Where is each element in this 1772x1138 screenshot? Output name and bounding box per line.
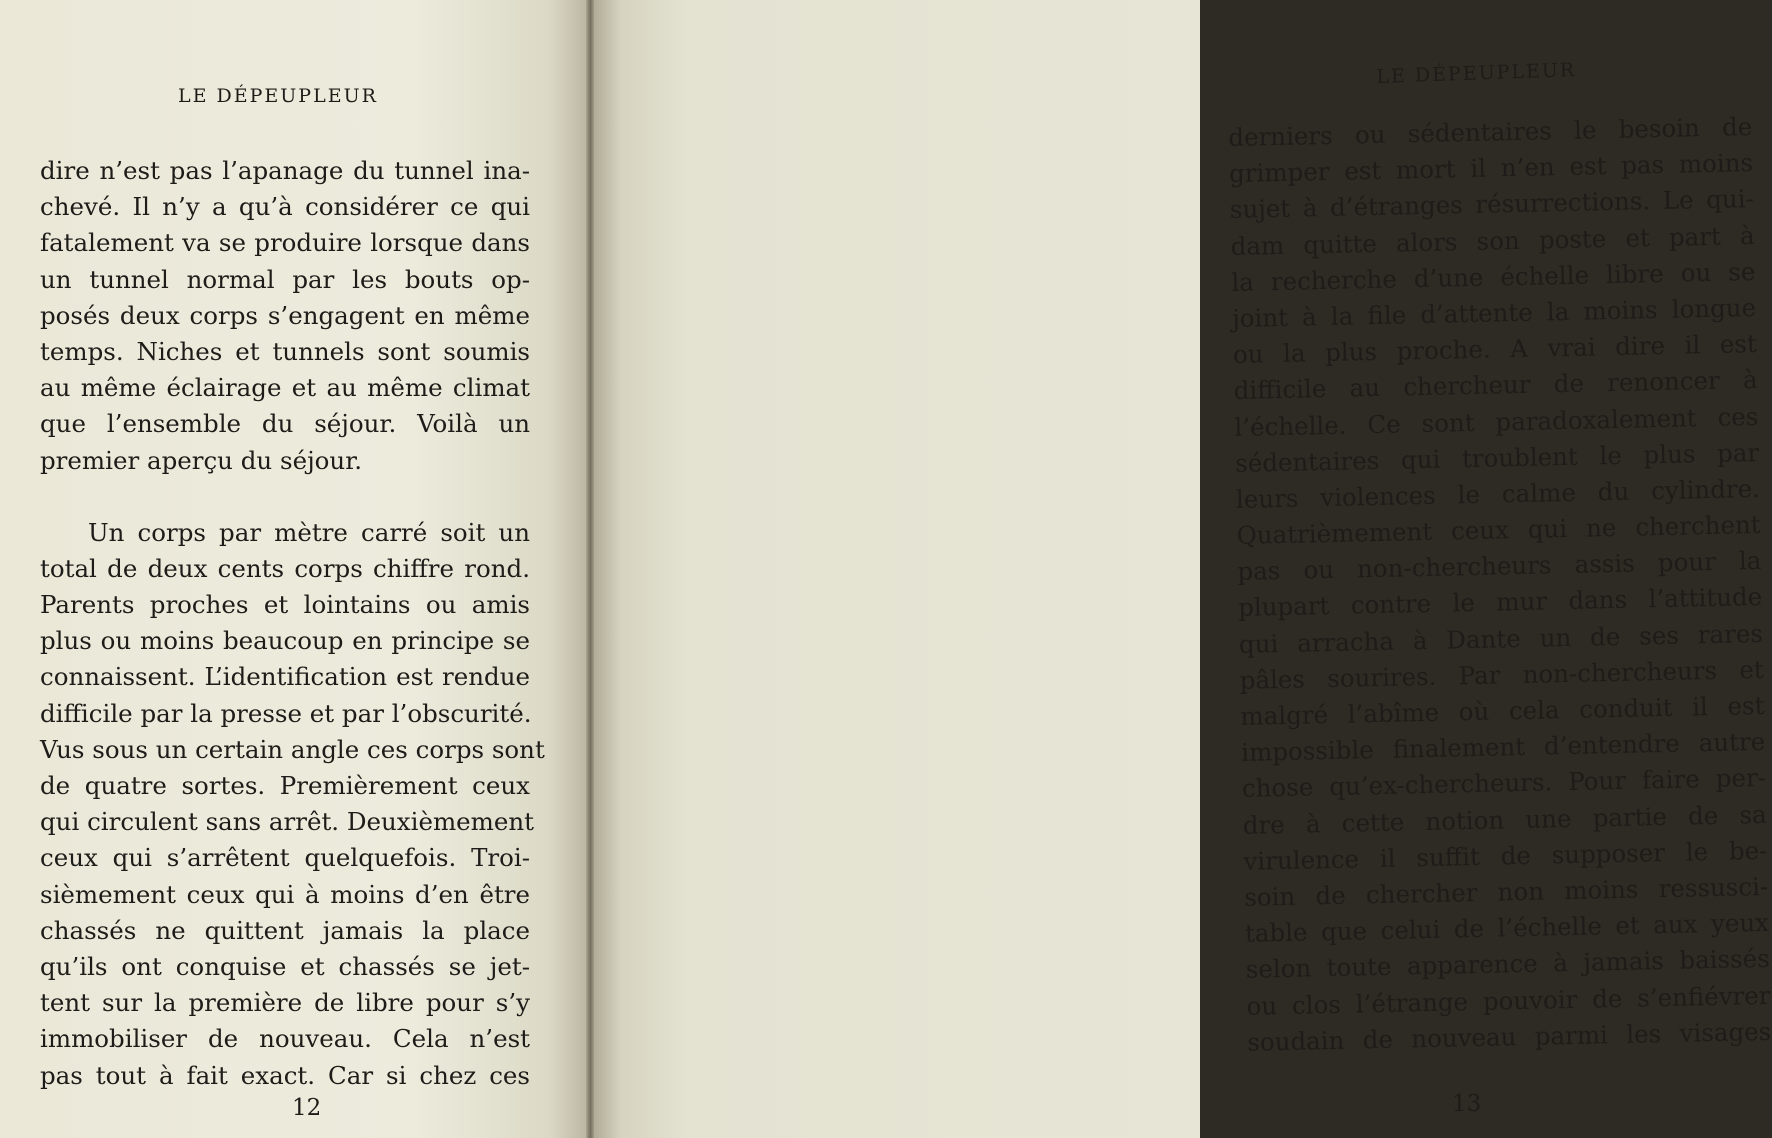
text-line: qui arracha à Dante un de ses rares	[1238, 618, 1764, 659]
text-line: dire n’est pas l’apanage du tunnel ina-	[40, 156, 530, 185]
right-running-head: LE DÉPEUPLEUR	[1376, 59, 1577, 88]
left-running-head: LE DÉPEUPLEUR	[178, 85, 378, 107]
text-line: qui circulent sans arrêt. Deuxièmement	[40, 807, 535, 837]
left-page	[0, 0, 590, 1138]
book-gutter	[586, 0, 594, 1138]
paragraph-gap	[40, 479, 530, 515]
text-line: dre à cette notion une partie de sa	[1242, 799, 1767, 840]
text-line: de quatre sortes. Premièrement ceux	[40, 771, 530, 800]
text-line: soudain de nouveau parmi les visages	[1247, 1016, 1772, 1057]
text-line: malgré l’abîme où cela conduit il est	[1240, 690, 1765, 731]
text-line: qu’ils ont conquise et chassés se jet-	[40, 951, 530, 981]
text-line: pâles sourires. Par non-chercheurs et	[1239, 654, 1764, 695]
text-line: immobiliser de nouveau. Cela n’est	[40, 1024, 530, 1054]
text-line: impossible finalement d’entendre autre	[1240, 727, 1766, 768]
text-line: posés deux corps s’engagent en même	[40, 300, 530, 330]
text-line: difficile par la presse et par l’obscurité.	[40, 698, 532, 728]
text-line: sujet à d’étranges résurrections. Le qui-	[1229, 184, 1755, 225]
text-line: sédentaires qui troublent le plus par	[1234, 437, 1760, 478]
text-line: chevé. Il n’y a qu’à considérer ce qui	[40, 192, 530, 222]
text-line: dam quitte alors son poste et part à	[1230, 220, 1755, 261]
text-line: Quatrièmement ceux qui ne cherchent	[1236, 510, 1761, 550]
text-line: virulence il suffit de supposer le be-	[1243, 835, 1768, 876]
right-page	[590, 0, 1772, 1138]
text-line: difficile au chercheur de renoncer à	[1233, 365, 1758, 406]
text-line: total de deux cents corps chiffre rond.	[40, 553, 530, 583]
text-line: joint à la file d’attente la moins longue	[1231, 292, 1757, 333]
text-line: que l’ensemble du séjour. Voilà un	[40, 409, 530, 439]
text-line: chassés ne quittent jamais la place	[40, 915, 530, 945]
text-line: un tunnel normal par les bouts op-	[40, 264, 530, 294]
text-line: ceux qui s’arrêtent quelquefois. Troi-	[40, 843, 530, 873]
text-line: selon toute apparence à jamais baissés	[1245, 944, 1770, 985]
text-line: pas ou non-chercheurs assis pour la	[1237, 546, 1762, 587]
text-line: fatalement va se produire lorsque dans	[40, 228, 530, 258]
text-line: soin de chercher non moins ressusci-	[1243, 871, 1769, 912]
text-line: Parents proches et lointains ou amis	[40, 590, 530, 620]
text-line: table que celui de l’échelle et aux yeux	[1244, 907, 1770, 948]
text-line: sièmement ceux qui à moins d’en être	[40, 879, 530, 909]
text-line: derniers ou sédentaires le besoin de	[1228, 112, 1753, 152]
text-line: au même éclairage et au même climat	[40, 373, 530, 403]
text-line: Vus sous un certain angle ces corps sont	[40, 734, 545, 764]
text-line: plupart contre le mur dans l’attitude	[1237, 582, 1763, 623]
text-line: ou la plus proche. A vrai dire il est	[1232, 329, 1758, 370]
right-page-number: 13	[1452, 1091, 1482, 1117]
text-line: plus ou moins beaucoup en principe se	[40, 626, 530, 656]
left-page-number: 12	[292, 1095, 322, 1121]
text-line: tent sur la première de libre pour s’y	[40, 988, 530, 1018]
text-line: chose qu’ex-chercheurs. Pour faire per-	[1241, 763, 1767, 804]
text-line: Un corps par mètre carré soit un	[88, 517, 530, 547]
text-line: temps. Niches et tunnels sont soumis	[40, 336, 530, 366]
text-line: ou clos l’étrange pouvoir de s’enfiévrer	[1246, 980, 1771, 1021]
text-line: la recherche d’une échelle libre ou se	[1231, 256, 1756, 297]
left-page-body	[40, 153, 545, 1094]
text-line: connaissent. L’identification est rendue	[40, 662, 530, 692]
text-line: l’échelle. Ce sont paradoxalement ces	[1234, 401, 1759, 442]
text-line: leurs violences le calme du cylindre.	[1235, 473, 1761, 514]
right-page-body	[1228, 109, 1772, 1061]
text-line: pas tout à fait exact. Car si chez ces	[40, 1060, 530, 1090]
text-line: premier aperçu du séjour.	[40, 445, 363, 475]
text-line: grimper est mort il n’en est pas moins	[1228, 148, 1754, 189]
